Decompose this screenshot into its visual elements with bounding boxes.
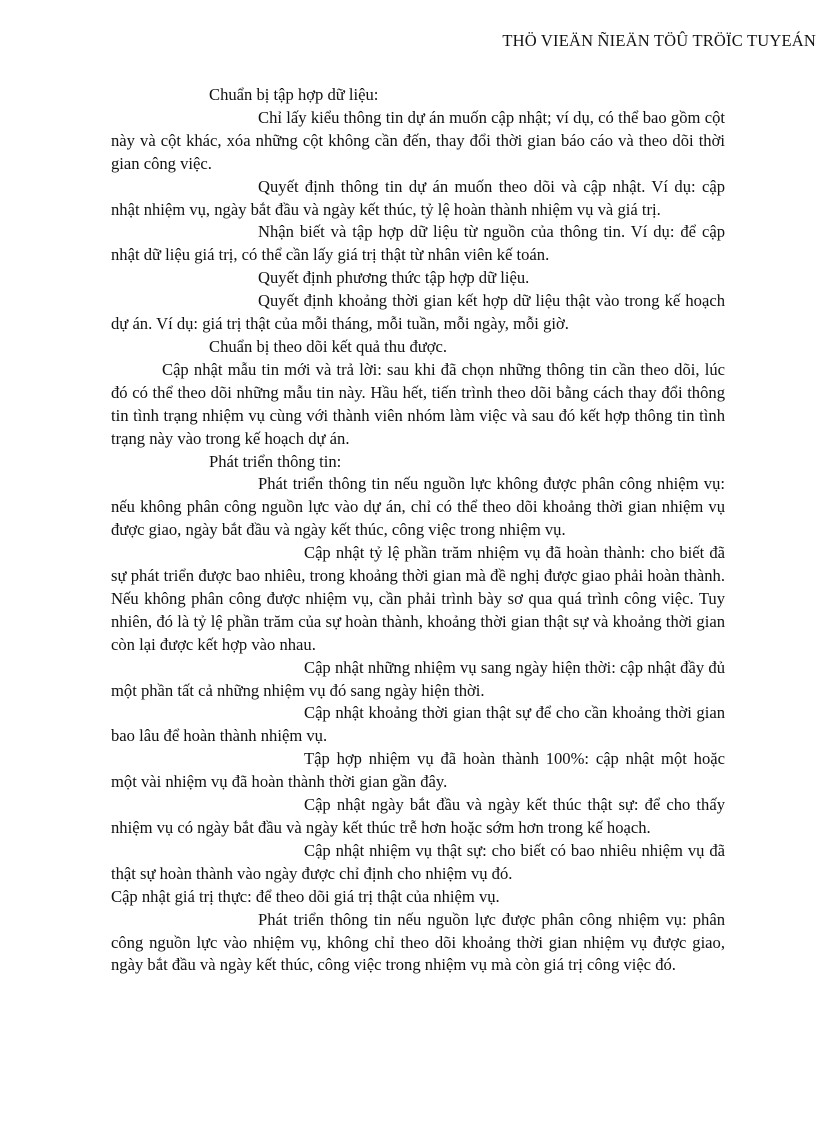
- paragraph: Cập nhật nhiệm vụ thật sự: cho biết có bao nhiêu nhiệm vụ đã thật sự hoàn thành vào ngày được chỉ định cho nhiệm vụ đó.: [111, 840, 725, 883]
- paragraph: Chỉ lấy kiểu thông tin dự án muốn cập nhật; ví dụ, có thể bao gồm cột này và cột khác, xóa những cột không cần đến, thay đổi thời gian báo cáo và theo dõi thời gian công việc.: [111, 107, 725, 173]
- running-header: THÖ VIEÄN ÑIEÄN TÖÛ TRÖÏC TUYEÁN: [502, 31, 816, 50]
- paragraph: Quyết định thông tin dự án muốn theo dõi và cập nhật. Ví dụ: cập nhật nhiệm vụ, ngày bắt đầu và ngày kết thúc, tỷ lệ hoàn thành nhiệm vụ và giá trị.: [111, 176, 725, 219]
- paragraph: Chuẩn bị theo dõi kết quả thu được.: [209, 336, 448, 356]
- paragraph: Nhận biết và tập hợp dữ liệu từ nguồn của thông tin. Ví dụ: để cập nhật dữ liệu giá trị, có thể cần lấy giá trị thật từ nhân viên kế toán.: [111, 222, 725, 265]
- paragraph: Phát triển thông tin:: [209, 451, 342, 471]
- document-body: [111, 84, 725, 977]
- paragraph: Cập nhật ngày bắt đầu và ngày kết thúc thật sự: để cho thấy nhiệm vụ có ngày bắt đầu và ngày kết thúc trễ hơn hoặc sớm hơn trong kế hoạch.: [111, 795, 725, 837]
- paragraph: Phát triển thông tin nếu nguồn lực được phân công nhiệm vụ: phân công nguồn lực vào nhiệm vụ, không chỉ theo dõi khoảng thời gian nhiệm vụ được giao, ngày bắt đầu và ngày kết thúc, công việc trong nhiệm vụ mà còn giá trị công việc đó.: [111, 909, 725, 975]
- paragraph: Cập nhật mẫu tin mới và trả lời: sau khi đã chọn những thông tin cần theo dõi, lúc đó có thể theo dõi những mẫu tin này. Hầu hết, tiến trình theo dõi bằng cách thay đổi thông tin tình trạng nhiệm vụ cùng với thành viên nhóm làm việc và sau đó kết hợp thông tin tình trạng này vào trong kế hoạch dự án.: [111, 359, 725, 448]
- paragraph: Cập nhật những nhiệm vụ sang ngày hiện thời: cập nhật đầy đủ một phần tất cả những nhiệm vụ đó sang ngày hiện thời.: [111, 657, 725, 700]
- paragraph: Quyết định phương thức tập hợp dữ liệu.: [258, 268, 530, 288]
- paragraph: Phát triển thông tin nếu nguồn lực không được phân công nhiệm vụ: nếu không phân công nguồn lực vào dự án, chỉ có thể theo dõi khoảng thời gian nhiệm vụ được giao, ngày bắt đầu và ngày kết thúc, công việc trong nhiệm vụ.: [111, 474, 725, 540]
- paragraph: Tập hợp nhiệm vụ đã hoàn thành 100%: cập nhật một hoặc một vài nhiệm vụ đã hoàn thành thời gian gần đây.: [111, 749, 725, 792]
- paragraph: Cập nhật giá trị thực: để theo dõi giá trị thật của nhiệm vụ.: [111, 886, 500, 906]
- paragraph: Cập nhật khoảng thời gian thật sự để cho cần khoảng thời gian bao lâu để hoàn thành nhiệm vụ.: [111, 703, 725, 746]
- paragraph: Quyết định khoảng thời gian kết hợp dữ liệu thật vào trong kế hoạch dự án. Ví dụ: giá trị thật của mỗi tháng, mỗi tuần, mỗi ngày, mỗi giờ.: [111, 291, 725, 334]
- paragraph: Chuẩn bị tập hợp dữ liệu:: [209, 85, 379, 104]
- paragraph: Cập nhật tỷ lệ phần trăm nhiệm vụ đã hoàn thành: cho biết đã sự phát triển được bao nhiêu, trong khoảng thời gian mà đề nghị được giao phải hoàn thành. Nếu không phân công được nhiệm vụ, cần phải trình bày sơ qua quá trình công việc. Tuy nhiên, đó là tỷ lệ phần trăm của sự hoàn thành, khoảng thời gian thật sự và khoảng thời gian còn lại được kết hợp vào nhau.: [111, 543, 725, 654]
